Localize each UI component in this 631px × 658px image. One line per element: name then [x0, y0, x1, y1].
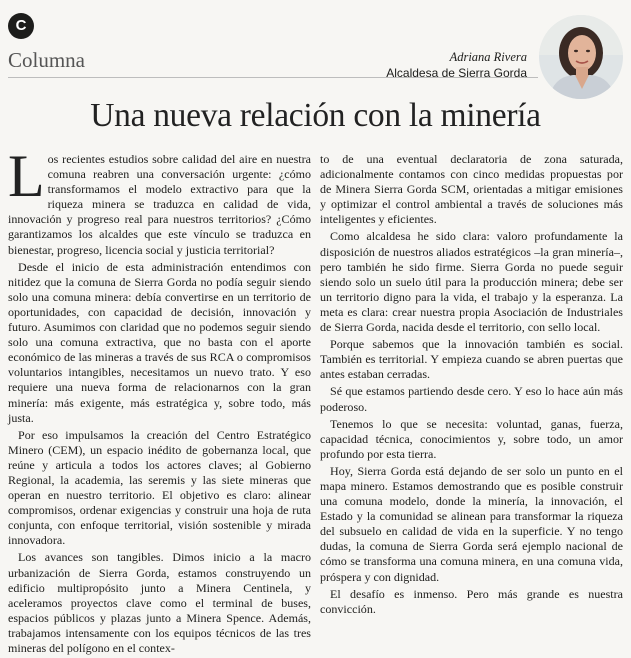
author-role: Alcaldesa de Sierra Gorda — [386, 66, 527, 80]
article-paragraph: El desafío es inmenso. Pero más grande es nuestra convicción. — [320, 586, 623, 616]
article-paragraph: Sé que estamos partiendo desde cero. Y eso lo hace aún más poderoso. — [320, 384, 623, 414]
article-paragraph: Tenemos lo que se necesita: voluntad, ganas, fuerza, capacidad técnica, conocimientos y, sobre todo, un amor profundo por esta tierra. — [320, 416, 623, 461]
section-badge: C — [8, 13, 34, 39]
article-headline: Una nueva relación con la minería — [90, 97, 541, 134]
article-paragraph: to de una eventual declaratoria de zona saturada, adicionalmente contamos con cinco medidas propuestas por de Minera Sierra Gorda SCM, orientadas a mitigar emisiones y optimizar el control ambiental a través de soluciones más inteligentes y eficientes. — [320, 152, 623, 227]
author-name: Adriana Rivera — [449, 50, 527, 64]
article-column-right — [320, 152, 623, 619]
section-label: Columna — [8, 48, 85, 72]
article-paragraph: Hoy, Sierra Gorda está dejando de ser solo un punto en el mapa minero. Estamos demostrando que es posible construir una comuna modelo, donde la minería, la innovación, el Estado y la comunidad se alinean para transformar la riqueza del subsuelo en calidad de vida en la superficie. Y no tengo dudas, la comuna de Sierra Gorda será ejemplo nacional de cómo se transforma una comuna minera, en una comuna vida, próspera y con dignidad. — [320, 463, 623, 584]
article-column-left — [8, 143, 311, 658]
article-paragraph: Los avances son tangibles. Dimos inicio a la macro urbanización de Sierra Gorda, estamos construyendo un edificio multipropósito junto a Minera Centinela, y aceleramos proyectos clave como el terminal de buses, espacios públicos y plazas junto a Minera Spence. Además, trabajamos intensamente con los equipos técnicos de las tres mineras del polígono en el contex- — [8, 550, 311, 655]
article-paragraph: Desde el inicio de esta administración entendimos con nitidez que la comuna de Sierra Gorda no podía seguir siendo solo una comuna minera: debía convertirse en un territorio de oportunidades, con capacidad de decisión, innovación y futuro. Asumimos con claridad que no podemos seguir siendo solo una comuna extractiva, que no basta con el aporte económico de las mineras a través de sus RCA o compromisos voluntarios intangibles, necesitamos un nuevo trato. Y eso requiere una nueva forma de relacionarnos con la gran minería: más exigente, más estratégica y, sobre todo, más justa. — [8, 259, 311, 425]
drop-cap: L — [8, 143, 45, 209]
article-paragraph: Por eso impulsamos la creación del Centro Estratégico Minero (CEM), un espacio inédito de gobernanza local, que reúne y articula a todos los actores claves; al Gobierno Regional, la academia, las seremis y las siete mineras que operan en nuestro territorio. El objetivo es claro: alinear compromisos, ordenar exigencias y construir una hoja de ruta conjunta, con enfoque territorial, visión sostenible y mirada innovadora. — [8, 427, 311, 548]
author-portrait — [539, 15, 623, 99]
article-paragraph: Porque sabemos que la innovación también es social. También es territorial. Y empieza cuando se abren puertas que antes estaban cerradas. — [320, 337, 623, 382]
article-paragraph: Los recientes estudios sobre calidad del aire en nuestra comuna reabren una conversación urgente: ¿cómo transformamos el modelo extractivo para que la riqueza minera se traduzca en calidad de vida, innovación y progreso real para nuestros territorios? ¿Cómo garantizamos los alcaldes que este vínculo se traduzca en bienestar, progreso, licencia social y justicia territorial? — [8, 143, 311, 257]
article-paragraph: Como alcaldesa he sido clara: valoro profundamente la disposición de nuestros aliados estratégicos –la gran minería–, pero también he sido firme. Sierra Gorda no puede seguir siendo solo un suelo útil para la producción minera; debe ser un territorio digno para la vida, el trabajo y la esperanza. La meta es clara: crear nuestra propia Asociación de Industriales de Sierra Gorda, nacida desde el territorio, con sello local. — [320, 229, 623, 335]
